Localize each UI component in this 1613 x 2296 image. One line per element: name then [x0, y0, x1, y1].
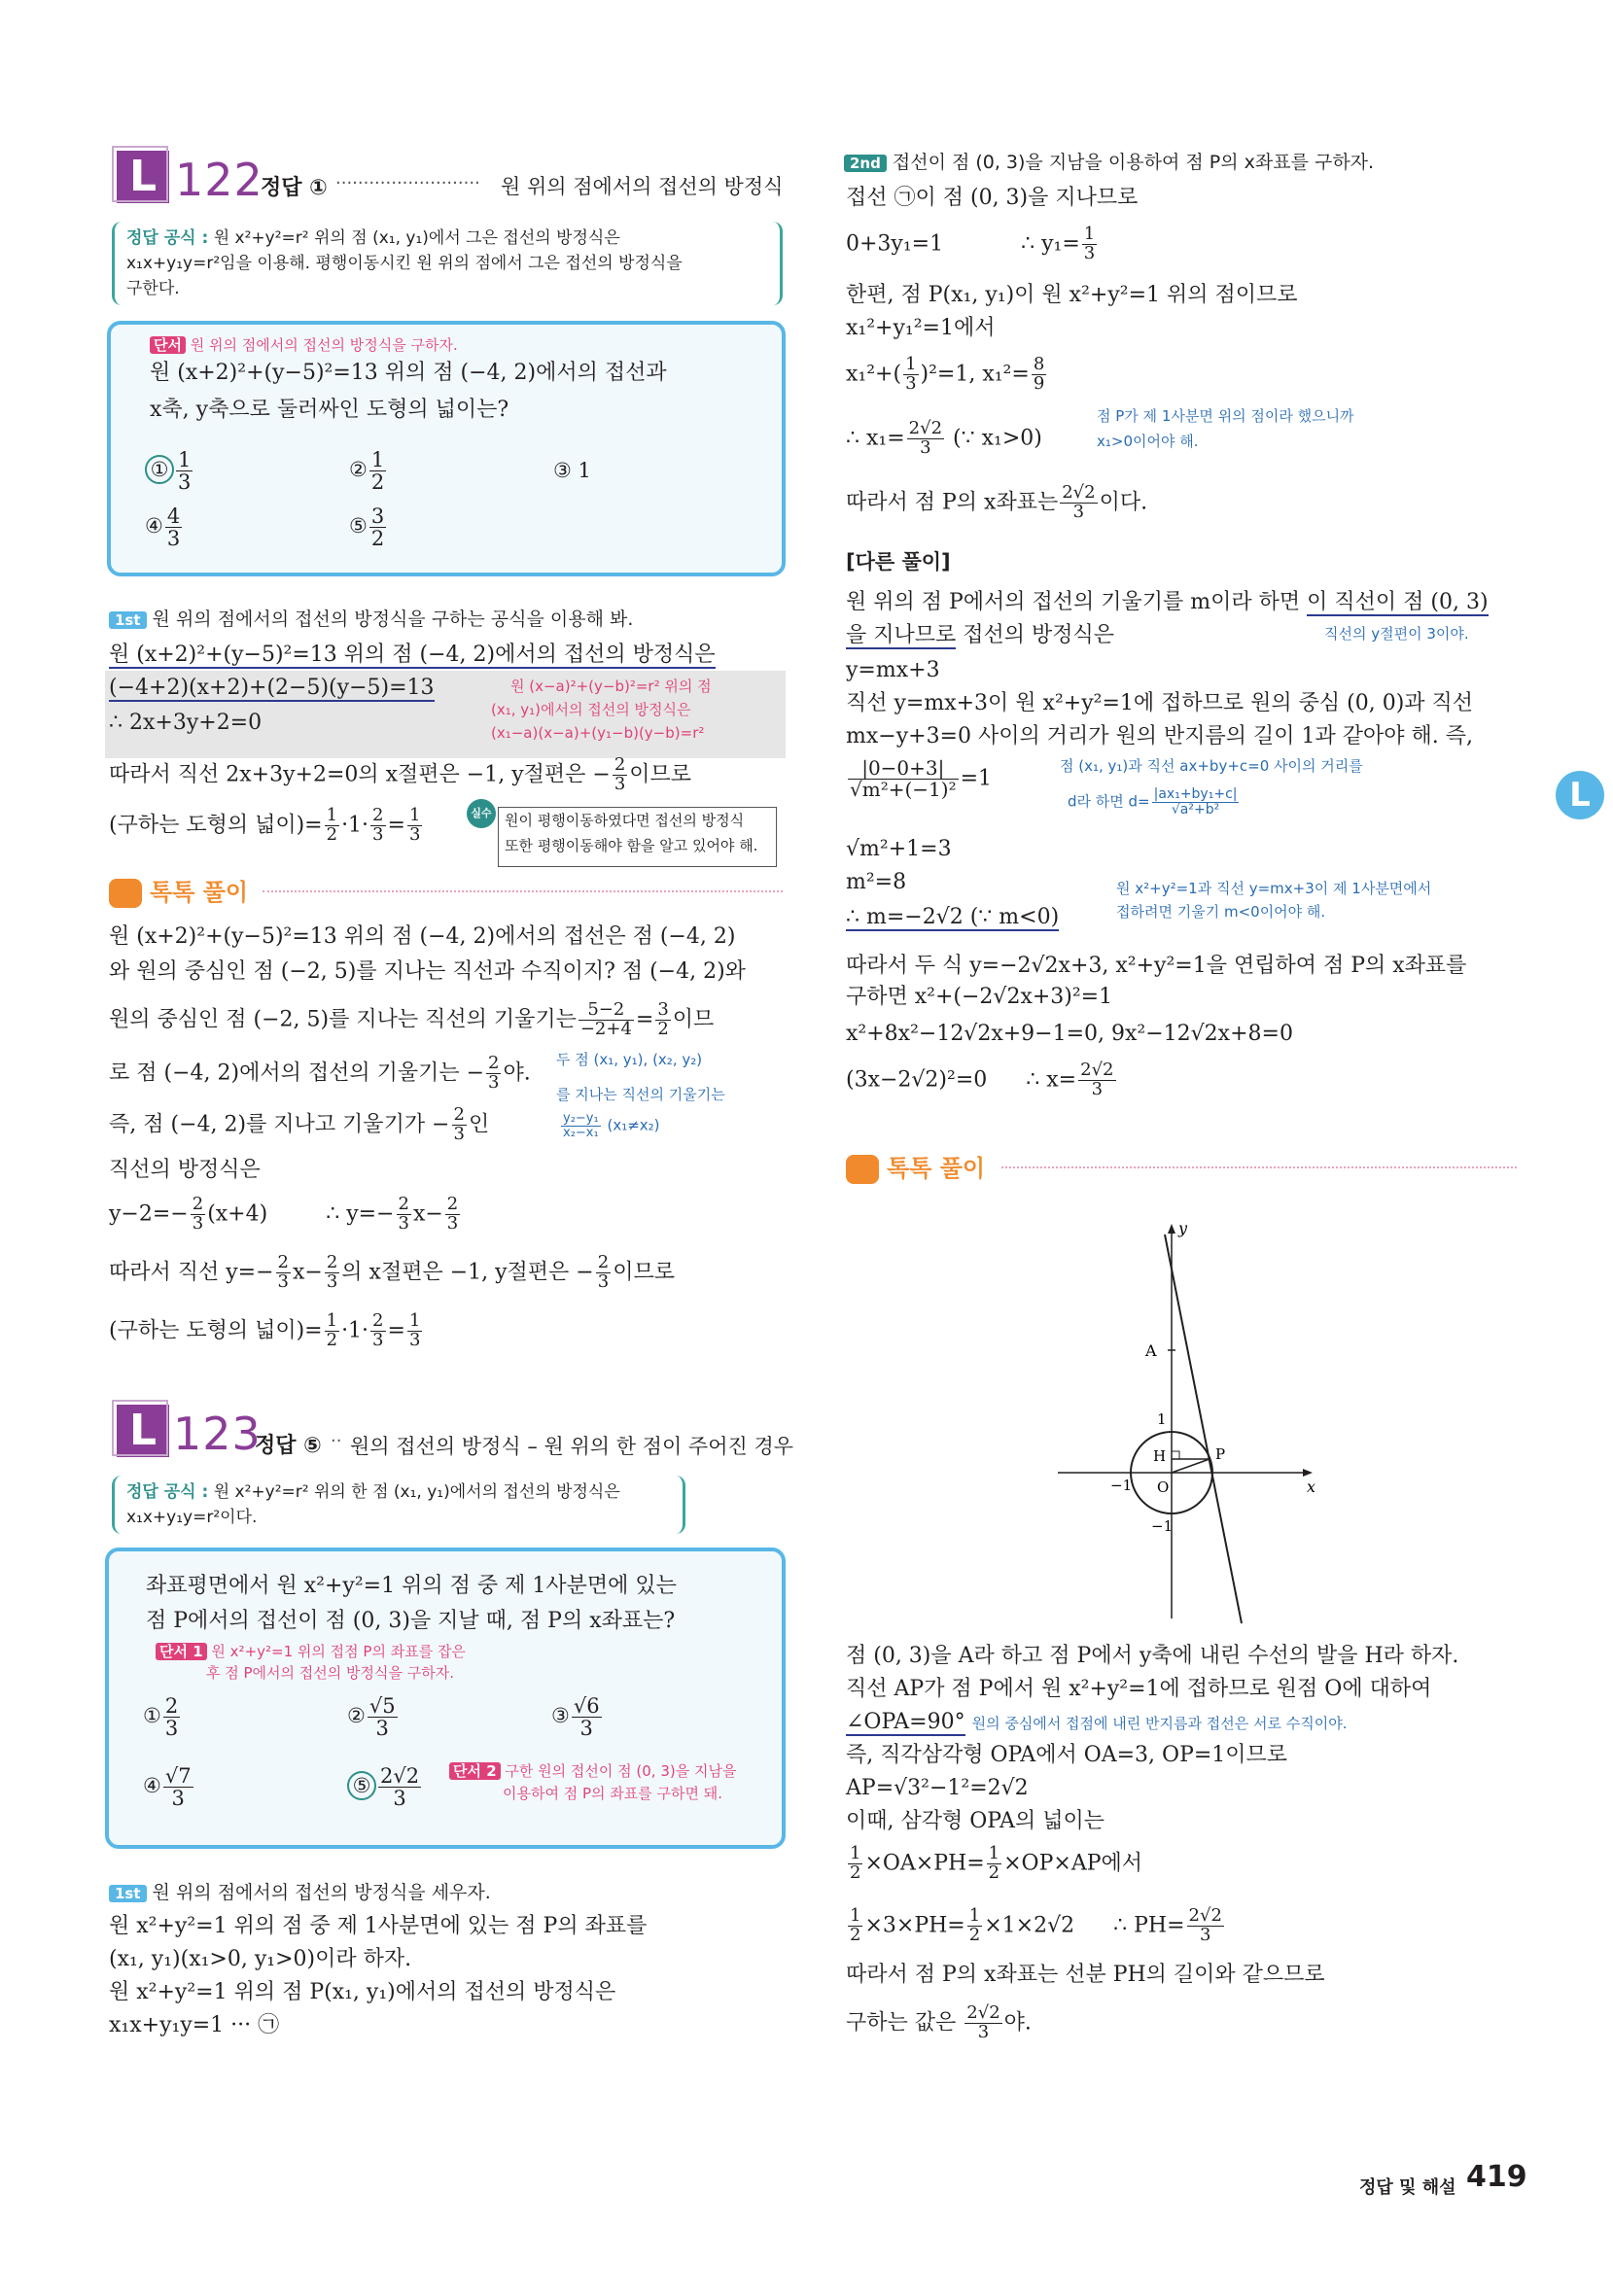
alt-solution-title: [다른 풀이] — [846, 550, 951, 574]
solution-line: 한편, 점 P(x₁, y₁)이 원 x²+y²=1 위의 점이므로 — [846, 283, 1298, 307]
tok-line: 즉, 점 (−4, 2)를 지나고 기울기가 − $\frac{2}{3}$ 인 — [109, 1104, 490, 1144]
alt-line: mx−y+3=0 사이의 거리가 원의 반지름의 길이 1과 같아야 해. 즉, — [846, 724, 1473, 748]
tok-line: 직선의 방정식은 — [109, 1158, 261, 1182]
y-arrow-icon — [1168, 1224, 1175, 1234]
tok-line: 따라서 점 P의 x좌표는 선분 PH의 길이와 같으므로 — [846, 1963, 1325, 1987]
condition-note: x₁>0이어야 해. — [1097, 433, 1199, 450]
problem-123-mark: L — [117, 1405, 169, 1457]
answer-formula-box — [112, 1476, 685, 1534]
question-line: 좌표평면에서 원 x²+y²=1 위의 점 중 제 1사분면에 있는 — [146, 1574, 677, 1598]
label-o: O — [1157, 1478, 1170, 1496]
solution-line: 따라서 점 P의 x좌표는 $\frac{2√2}{3}$ 이다. — [846, 482, 1148, 522]
solution-line: ∴ x₁= $\frac{2√2}{3}$ (∵ x₁>0) — [846, 418, 1042, 458]
choice-2[interactable]: ② $\frac{√5}{3}$ — [347, 1694, 396, 1741]
tangent-line — [1165, 1235, 1242, 1623]
choice-1[interactable]: ① $\frac{2}{3}$ — [143, 1694, 179, 1741]
alt-line: m²=8 — [846, 870, 907, 894]
solution-line: 원 x²+y²=1 위의 점 중 제 1사분면에 있는 점 P의 좌표를 — [109, 1914, 648, 1938]
tok-line: $\frac{1}{2}$ ×OA×PH= $\frac{1}{2}$ ×OP×AP에서 — [850, 1843, 1143, 1883]
alt-line: y=mx+3 — [846, 658, 940, 682]
question-line: x축, y축으로 둘러싸인 도형의 넓이는? — [150, 398, 509, 422]
label-a: A — [1145, 1341, 1157, 1360]
leader-dots: ·· — [331, 1431, 342, 1451]
alt-line: 을 지나므로 접선의 방정식은 — [846, 623, 1115, 647]
formula-text: x₁x+y₁y=r²이다. — [126, 1508, 258, 1527]
tok-line: y−2=− $\frac{2}{3}$ (x+4) ∴ y=− $\frac{2}{3}$ x− $\frac{2}{3}$ — [109, 1194, 459, 1234]
solution-line: ∴ 2x+3y+2=0 — [109, 711, 263, 735]
formula-text: 원 x²+y²=r² 위의 점 (x₁, y₁)에서 그은 접선의 방정식은 — [213, 228, 620, 248]
solution-line: x₁²+y₁²=1에서 — [846, 316, 996, 340]
x-arrow-icon — [1303, 1469, 1313, 1477]
choice-4[interactable]: ④ $\frac{4}{3}$ — [145, 504, 181, 551]
tok-tok-title: 톡톡 풀이 — [109, 873, 248, 908]
tok-line: 직선 AP가 점 P에서 원 x²+y²=1에 접하므로 원점 O에 대하여 — [846, 1677, 1432, 1701]
slope-note: 를 지나는 직선의 기울기는 — [556, 1086, 725, 1103]
problem-122-number: 122 — [175, 154, 263, 206]
clue-note: 이용하여 점 P의 좌표를 구하면 돼. — [503, 1785, 723, 1802]
formula-key: 정답 공식 : — [126, 1482, 209, 1502]
label-one: 1 — [1157, 1410, 1167, 1428]
caution-box: 원이 평행이동하였다면 접선의 방정식 또한 평행이동해야 함을 알고 있어야 해. — [498, 807, 777, 867]
problem-122-topic: 원 위의 점에서의 접선의 방정식 — [501, 175, 784, 198]
tok-line: $\frac{1}{2}$ ×3×PH= $\frac{1}{2}$ ×1×2√2 ∴ PH= $\frac{2√2}{3}$ — [850, 1905, 1222, 1945]
solution-line: (구하는 도형의 넓이)= $\frac{1}{2}$ ·1· $\frac{2}{3}$ = $\frac{1}{3}$ — [109, 805, 421, 845]
label-y: y — [1178, 1220, 1188, 1237]
slope-sign-note: 원 x²+y²=1과 직선 y=mx+3이 제 1사분면에서 — [1116, 880, 1432, 897]
solution-line: 원 (x+2)²+(y−5)²=13 위의 점 (−4, 2)에서의 접선의 방정식은 — [109, 643, 716, 667]
clue-note: 단서 2 구한 원의 접선이 점 (0, 3)을 지남을 — [449, 1760, 736, 1781]
slope-sign-note: 접하려면 기울기 m<0이어야 해. — [1116, 903, 1326, 921]
clue-note: 단서 1 원 x²+y²=1 위의 접점 P의 좌표를 잡은 — [156, 1641, 466, 1661]
choice-2[interactable]: ② $\frac{1}{2}$ — [349, 448, 385, 495]
formula-note: (x₁−a)(x−a)+(y₁−b)(y−b)=r² — [491, 724, 705, 742]
tok-line: 따라서 직선 y=− $\frac{2}{3}$ x− $\frac{2}{3}$ 의 x절편은 −1, y절편은 − $\frac{2}{3}$ 이므로 — [109, 1252, 675, 1292]
clue-note: 후 점 P에서의 접선의 방정식을 구하자. — [206, 1664, 455, 1682]
tangent-diagram — [1050, 1220, 1322, 1628]
choice-5[interactable]: ⑤ $\frac{3}{2}$ — [349, 504, 385, 551]
step-1st: 1st 원 위의 점에서의 접선의 방정식을 세우자. — [109, 1878, 491, 1904]
alt-line: 직선 y=mx+3이 원 x²+y²=1에 접하므로 원의 중심 (0, 0)과 직선 — [846, 691, 1474, 715]
problem-122-mark: L — [117, 151, 169, 203]
footer-label: 정답 및 해설 — [1359, 2177, 1456, 2198]
tok-line: 즉, 직각삼각형 OPA에서 OA=3, OP=1이므로 — [846, 1743, 1288, 1767]
alt-line: 구하면 x²+(−2√2x+3)²=1 — [846, 985, 1113, 1009]
problem-123-answer: 정답 ⑤ — [255, 1434, 322, 1458]
problem-122-answer: 정답 ① — [261, 176, 328, 200]
slope-note: $\frac{\text{y₂−y₁}}{\text{x₂−x₁}}$ (x₁≠x₂) — [563, 1111, 660, 1140]
intercept-note: 직선의 y절편이 3이야. — [1324, 625, 1469, 643]
alt-line: √m²+1=3 — [846, 837, 952, 861]
tok-line: 원 (x+2)²+(y−5)²=13 위의 점 (−4, 2)에서의 접선은 점 (−4, 2) — [109, 924, 736, 949]
chapter-tab-l[interactable]: L — [1556, 771, 1604, 819]
tok-line: 로 점 (−4, 2)에서의 접선의 기울기는 − $\frac{2}{3}$ 야. — [109, 1053, 531, 1093]
solution-line: 따라서 직선 2x+3y+2=0의 x절편은 −1, y절편은 − $\frac{2}{3}$ 이므로 — [109, 754, 692, 794]
formula-text: 원 x²+y²=r² 위의 한 점 (x₁, y₁)에서의 접선의 방정식은 — [213, 1482, 620, 1502]
leader-dots: ·························· — [335, 173, 480, 193]
question-line: 원 (x+2)²+(y−5)²=13 위의 점 (−4, 2)에서의 접선과 — [150, 361, 667, 385]
alt-line: (3x−2√2)²=0 ∴ x= $\frac{2√2}{3}$ — [846, 1060, 1114, 1099]
distance-note: d라 하면 d= $\frac{\text{|ax₁+by₁+c|}}{\text{√a²+b²}}$ — [1068, 786, 1238, 818]
solution-line: 0+3y₁=1 ∴ y₁= $\frac{1}{3}$ — [846, 224, 1096, 263]
divider — [263, 890, 783, 892]
alt-line: $\frac{|0-0+3|}{\text{√m²+(−1)²}}$ =1 — [850, 756, 993, 801]
solution-line: (−4+2)(x+2)+(2−5)(y−5)=13 — [109, 676, 435, 700]
tok-line: 와 원의 중심인 점 (−2, 5)를 지나는 직선과 수직이지? 점 (−4, 2)와 — [109, 959, 746, 984]
tok-line: 원의 중심인 점 (−2, 5)를 지나는 직선의 기울기는 $\frac{5-2}{-2+4}$ = $\frac{3}{2}$ 이므 — [109, 999, 715, 1039]
choice-1[interactable]: ① $\frac{1}{3}$ — [145, 449, 194, 493]
label-neg-one-y: −1 — [1151, 1517, 1174, 1535]
question-box — [105, 1548, 786, 1849]
right-angle-mark — [1172, 1451, 1179, 1459]
tok-tok-title: 톡톡 풀이 — [846, 1149, 985, 1184]
solution-line: 원 x²+y²=1 위의 점 P(x₁, y₁)에서의 접선의 방정식은 — [109, 1980, 616, 2004]
condition-note: 점 P가 제 1사분면 위의 점이라 했으니까 — [1097, 407, 1354, 425]
label-p: P — [1215, 1445, 1226, 1463]
alt-line: ∴ m=−2√2 (∵ m<0) — [846, 905, 1060, 929]
magic-wand-icon — [109, 879, 142, 908]
alt-line: 따라서 두 식 y=−2√2x+3, x²+y²=1을 연립하여 점 P의 x좌표를 — [846, 954, 1467, 978]
choice-3[interactable]: ③ $\frac{√6}{3}$ — [551, 1694, 600, 1741]
caution-icon: 실수 — [467, 799, 496, 828]
label-x: x — [1307, 1478, 1316, 1496]
problem-123-number: 123 — [173, 1408, 262, 1460]
tok-line: 이때, 삼각형 OPA의 넓이는 — [846, 1809, 1105, 1833]
alt-line: x²+8x²−12√2x+9−1=0, 9x²−12√2x+8=0 — [846, 1022, 1293, 1046]
solution-line: (x₁, y₁)(x₁>0, y₁>0)이라 하자. — [109, 1947, 412, 1971]
label-neg-one-x: −1 — [1110, 1477, 1133, 1494]
formula-text: 구한다. — [126, 279, 180, 298]
tok-line: AP=√3²−1²=2√2 — [846, 1776, 1029, 1800]
answer-formula-box — [112, 222, 783, 305]
formula-text: x₁x+y₁y=r²임을 이용해. 평행이동시킨 원 위의 점에서 그은 접선의 방정식을 — [126, 254, 683, 273]
solution-line: 접선 ㉠이 점 (0, 3)을 지나므로 — [846, 186, 1139, 210]
label-h: H — [1153, 1447, 1167, 1465]
tok-line: 구하는 값은 $\frac{2√2}{3}$ 야. — [846, 2002, 1032, 2042]
formula-key: 정답 공식 : — [126, 228, 209, 248]
distance-note: 점 (x₁, y₁)과 직선 ax+by+c=0 사이의 거리를 — [1060, 757, 1363, 775]
problem-123-topic: 원의 접선의 방정식 – 원 위의 한 점이 주어진 경우 — [350, 1435, 794, 1458]
tok-line: 점 (0, 3)을 A라 하고 점 P에서 y축에 내린 수선의 발을 H라 하자. — [846, 1644, 1459, 1668]
magic-wand-icon — [846, 1155, 879, 1184]
slope-note: 두 점 (x₁, y₁), (x₂, y₂) — [556, 1051, 703, 1068]
formula-note: (x₁, y₁)에서의 접선의 방정식은 — [491, 701, 691, 718]
radius-op — [1172, 1459, 1210, 1473]
formula-note: 원 (x−a)²+(y−b)²=r² 위의 점 — [510, 678, 712, 695]
clue-note: 단서 원 위의 점에서의 접선의 방정식을 구하자. — [150, 334, 458, 355]
divider — [1001, 1166, 1517, 1168]
choice-4[interactable]: ④ $\frac{√7}{3}$ — [143, 1764, 192, 1811]
alt-line: 원 위의 점 P에서의 접선의 기울기를 m이라 하면 이 직선이 점 (0, 3) — [846, 590, 1489, 614]
step-2nd: 2nd 접선이 점 (0, 3)을 지남을 이용하여 점 P의 x좌표를 구하자. — [844, 148, 1374, 174]
solution-line: x₁x+y₁y=1 ··· ㉠ — [109, 2013, 280, 2037]
solution-line: x₁²+( $\frac{1}{3}$ )²=1, x₁²= $\frac{8}{9}$ — [846, 354, 1045, 394]
tok-line: ∠OPA=90° 원의 중심에서 접점에 내린 반지름과 접선은 서로 수직이야. — [846, 1710, 1348, 1734]
choice-5[interactable]: ⑤ $\frac{2√2}{3}$ — [347, 1765, 423, 1809]
choice-3[interactable]: ③ 1 — [553, 459, 591, 482]
page-number: 419 — [1466, 2160, 1527, 2194]
question-box — [107, 321, 786, 576]
tok-line: (구하는 도형의 넓이)= $\frac{1}{2}$ ·1· $\frac{2}{3}$ = $\frac{1}{3}$ — [109, 1310, 421, 1350]
step-1st: 1st 원 위의 점에서의 접선의 방정식을 구하는 공식을 이용해 봐. — [109, 605, 633, 631]
question-line: 점 P에서의 접선이 점 (0, 3)을 지날 때, 점 P의 x좌표는? — [146, 1609, 676, 1633]
